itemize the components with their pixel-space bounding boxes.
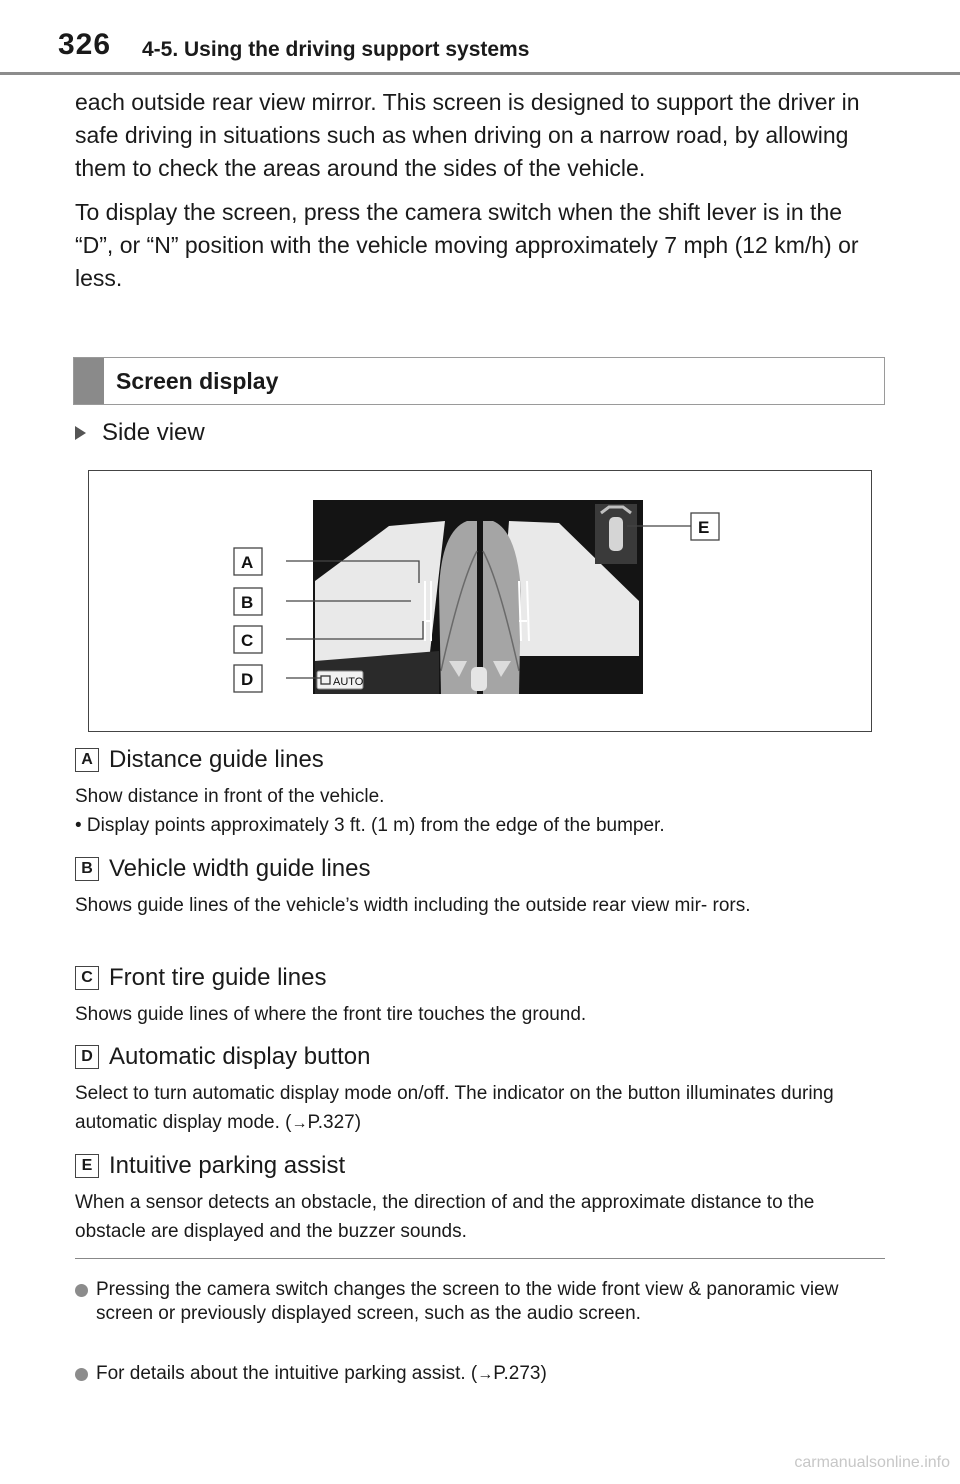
intro-paragraph-2: To display the screen, press the camera switch when the shift lever is in the “D”, or “N” position with the vehicle moving approximately 7 mph (12 km/h) or less. [75, 199, 859, 291]
auto-button-label: AUTO [333, 676, 364, 688]
callout-b: B [241, 593, 254, 612]
camera-screen-illustration [89, 471, 871, 731]
item-b [75, 855, 885, 920]
triangle-bullet-icon [75, 426, 86, 440]
badge-b: B [75, 857, 99, 881]
bullet-dot-icon [75, 1284, 88, 1297]
arrow-icon: → [477, 1366, 494, 1383]
badge-a: A [75, 748, 99, 772]
badge-e: E [75, 1154, 99, 1178]
item-c-body: Shows guide lines of where the front tire touches the ground. [75, 1004, 587, 1025]
screen-display-heading [73, 357, 885, 405]
page-number: 326 [58, 28, 112, 61]
item-a-bullet: • Display points approximately 3 ft. (1 m) from the edge of the bumper. [75, 815, 665, 836]
item-a-body: Show distance in front of the vehicle. [75, 786, 385, 807]
callout-d: D [241, 670, 254, 689]
side-view-figure [88, 470, 872, 732]
notes-divider [75, 1258, 885, 1259]
intro-text [75, 86, 885, 295]
section-title: 4-5. Using the driving support systems [142, 38, 530, 61]
note-2-text: For details about the intuitive parking assist. (→P.273) [96, 1363, 547, 1384]
ref-link-p273[interactable]: P.273 [493, 1363, 541, 1384]
item-e-title: Intuitive parking assist [109, 1152, 346, 1179]
item-a [75, 746, 885, 840]
item-e-body: When a sensor detects an obstacle, the direction of and the approximate distance to the obstacle are displayed and the buzzer sounds. [75, 1192, 815, 1242]
heading-accent-bar [74, 358, 104, 404]
badge-c: C [75, 966, 99, 990]
item-d [75, 1043, 885, 1138]
arrow-icon: → [291, 1115, 308, 1132]
badge-d: D [75, 1045, 99, 1069]
ref-link-p327[interactable]: P.327 [307, 1112, 355, 1133]
header-divider [0, 72, 960, 75]
item-c [75, 964, 885, 1029]
callout-e: E [698, 518, 710, 537]
item-a-title: Distance guide lines [109, 746, 324, 773]
item-b-title: Vehicle width guide lines [109, 855, 371, 882]
note-2 [75, 1362, 885, 1387]
item-c-title: Front tire guide lines [109, 964, 327, 991]
item-b-body: Shows guide lines of the vehicle’s width including the outside rear view mir- rors. [75, 895, 751, 916]
heading-text: Screen display [116, 368, 279, 394]
note-1 [75, 1278, 885, 1326]
callout-a: A [241, 553, 254, 572]
side-view-label [75, 419, 205, 447]
item-d-body: Select to turn automatic display mode on/off. The indicator on the button illuminates during automatic display mode. (→P.327) [75, 1083, 834, 1133]
note-1-text: Pressing the camera switch changes the screen to the wide front view & panoramic view screen or previously displayed screen, such as the audio screen. [96, 1279, 839, 1324]
side-view-text: Side view [102, 419, 205, 446]
item-d-title: Automatic display button [109, 1043, 371, 1070]
watermark: carmanualsonline.info [794, 1454, 950, 1471]
bullet-dot-icon [75, 1368, 88, 1381]
intro-paragraph-1: each outside rear view mirror. This screen is designed to support the driver in safe driving in situations such as when driving on a narrow road, by allowing them to check the areas around the sides of the vehicle. [75, 89, 860, 181]
callout-c: C [241, 631, 254, 650]
item-e [75, 1152, 885, 1246]
